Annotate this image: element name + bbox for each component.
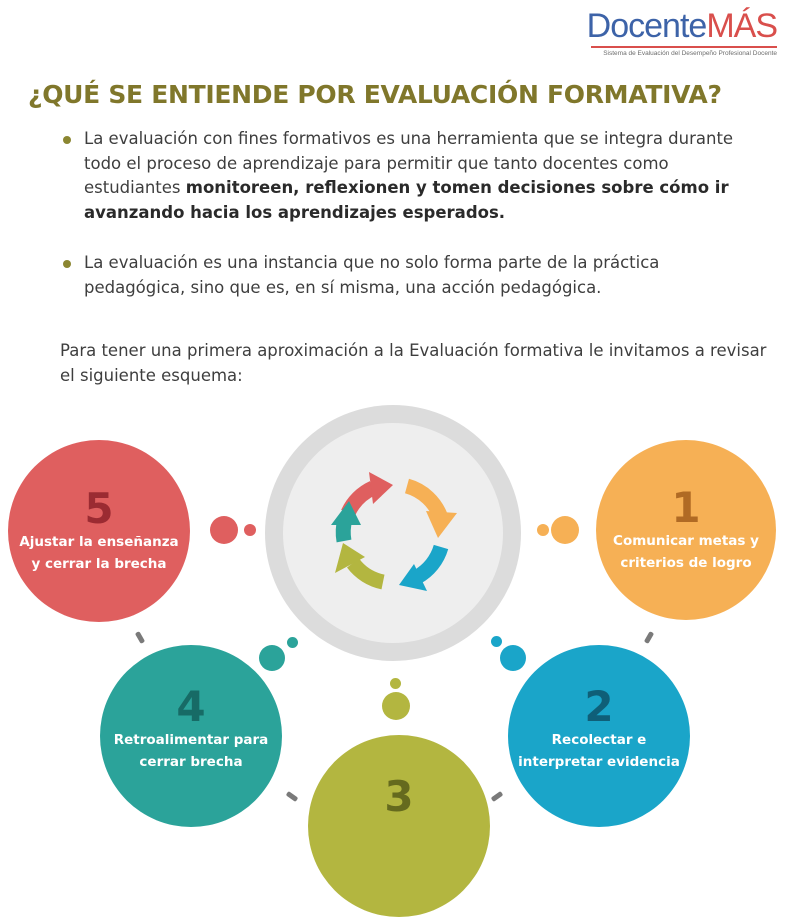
step-number: 2 — [584, 682, 614, 731]
connector-dot — [382, 692, 410, 720]
step-number: 5 — [84, 484, 114, 533]
connector-dot — [551, 516, 579, 544]
step-number: 1 — [671, 483, 701, 532]
connector-dot — [210, 516, 238, 544]
connector-dot — [500, 645, 526, 671]
step-5-circle — [8, 440, 190, 622]
step-2-circle — [508, 645, 690, 827]
logo-subtitle: Sistema de Evaluación del Desempeño Profesional Docente — [603, 50, 777, 57]
logo-wordmark: DocenteMÁS — [586, 7, 777, 45]
step-4-circle — [100, 645, 282, 827]
intro-text: Para tener una primera aproximación a la Evaluación formativa le invitamos a revisar el siguiente esquema: — [60, 341, 767, 385]
step-label: Comunicar metas y criterios de logro — [613, 533, 759, 571]
step-3-circle — [308, 735, 490, 917]
connector-dot — [491, 636, 502, 647]
step-label: Ajustar la enseñanza y cerrar la brecha — [19, 534, 179, 572]
connector-dot — [244, 524, 256, 536]
connector-dot — [537, 524, 549, 536]
step-label: Retroalimentar para cerrar brecha — [113, 732, 269, 770]
step-1-circle — [596, 440, 776, 620]
connector-dot — [259, 645, 285, 671]
bullet-text: La evaluación con fines formativos es una herramienta que se integra durante todo el proceso de aprendizaje para permitir que tanto docentes como estudiantes — [84, 129, 734, 197]
bullet-text: La evaluación es una instancia que no solo forma parte de la práctica pedagógica, sino que es, en sí misma, una acción pedagógica. — [84, 253, 660, 297]
step-label: Recolectar e interpretar evidencia — [518, 732, 680, 770]
center-disc — [283, 423, 503, 643]
connector-dot — [390, 678, 401, 689]
connector-dot — [287, 637, 298, 648]
step-number: 4 — [176, 682, 206, 731]
bullet-bold-text: monitoreen, reflexionen y tomen decisiones sobre cómo ir avanzando hacia los aprendizajes esperados. — [84, 178, 729, 222]
page-title: ¿QUÉ SE ENTIENDE POR EVALUACIÓN FORMATIVA? — [28, 80, 722, 109]
step-number: 3 — [384, 772, 414, 821]
